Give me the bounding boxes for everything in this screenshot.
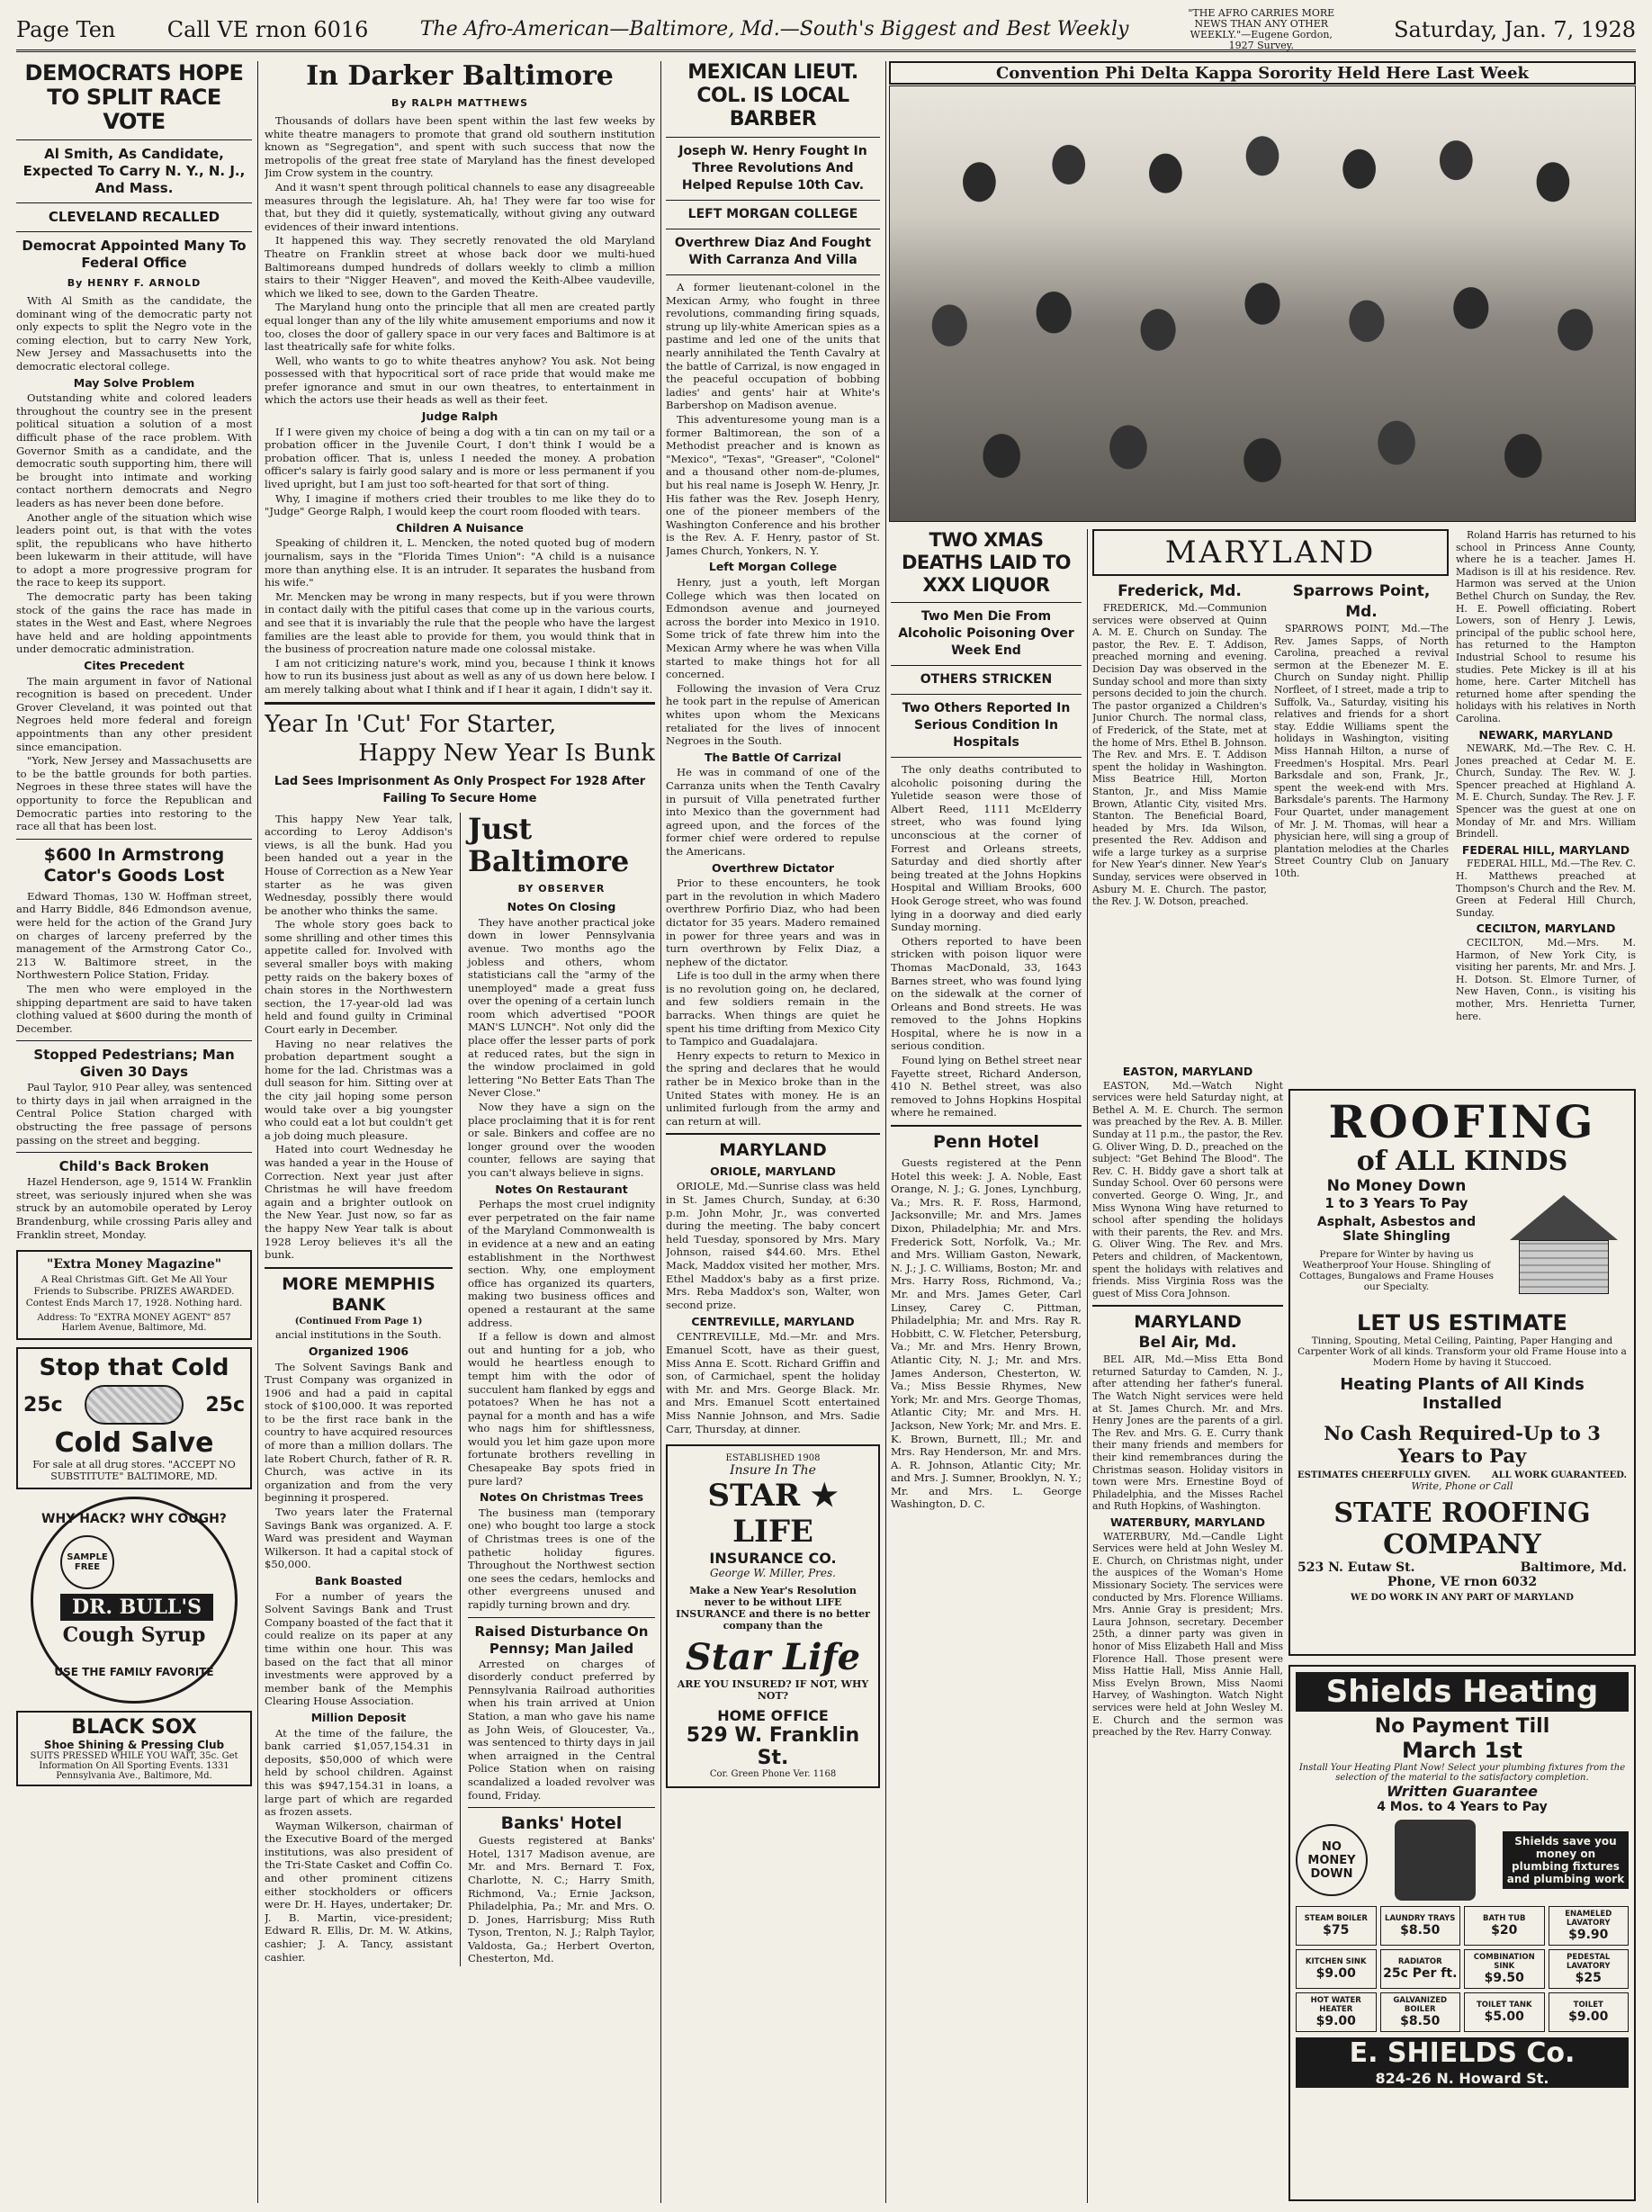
fixture-item <box>1296 1949 1377 1989</box>
headline-darker-baltimore: In Darker Baltimore <box>306 61 614 92</box>
fixture-name: PEDESTAL LAVATORY <box>1566 1953 1611 1971</box>
fixture-item <box>1549 1906 1630 1946</box>
ad-shields-heating: Shields Heating No Payment Till March 1st Install Your Heating Plant Now! Select your plumbing fixtures from the selection of the material to the satisfactory completion. Written Guarantee 4 Mos. to 4 Years to Pay NO MONEY DOWN Shields save you money on plumbing fixtures and plumbing work STEAM BOILER $75 LAUNDRY TRAYS $8.50 BATH TUB $20 ENAMELED LAVATORY $9.90 KITCHEN SINK $9.00 RADIATOR 25c Per ft. COMBINATION SINK $9.50 PEDESTAL LAVATORY $25 HOT WATER HEATER $9.00 GALVANIZED BOILER $8.50 TOILET TANK $5.00 TOILET $9.00 E. SHIELDS Co. 824-26 N. Howard St. <box>1288 1665 1636 2201</box>
headline-armstrong: $600 In Armstrong Cator's Goods Lost <box>43 844 225 886</box>
article-xmas-deaths: The only deaths contributed to alcoholic poisoning during the Yuletide season were those of Albert Reed, 1111 McElderry street, who was found lying unconscious at the corner of Forrest and Orleans streets, Saturday and died shortly after being treated at the Johns Hopkins Hospital and William Brooks, 600 Hook Geroge street, who was found lying in a doorway and died early Sunday morning. Others reported to have been stricken with poison liquor were Thomas MacDonald, 33, 1643 Barnes street, who was found lying on the sidewalk at the corner of Orleans and Bond streets. He was removed to the Johns Hopkins Hospital, where he is now in a serious condition. Found lying on Bethel street near Fayette street, Richard Anderson, 410 N. Bethel street, was also removed to Johns Hopkins Hospital where he remained. <box>891 763 1082 1119</box>
photo-caption-box <box>889 61 1636 85</box>
masthead-date: Saturday, Jan. 7, 1928 <box>1394 16 1636 42</box>
no-money-down-badge: NO MONEY DOWN <box>1296 1824 1368 1896</box>
headline-happy-new-year: Happy New Year Is Bunk <box>358 739 655 767</box>
headline-child-back: Child's Back Broken <box>58 1158 210 1175</box>
fixture-price: $9.50 <box>1484 1971 1524 1985</box>
column-rule <box>660 61 661 2203</box>
column-xmas-deaths: TWO XMAS DEATHS LAID TO XXX LIQUOR Two Men Die From Alcoholic Poisoning Over Week End OTHERS STRICKEN Two Others Reported In Serious Condition In Hospitals The only deaths contributed to alcoholic poisoning during the Yuletide season were those of Albert Reed, 1111 McElderry street, who was found lying unconscious at the corner of Forrest and Orleans streets, Saturday and died shortly after being treated at the Johns Hopkins Hospital and William Brooks, 600 Hook Geroge street, who was found lying in a doorway and died early Sunday morning. Others reported to have been stricken with poison liquor were Thomas MacDonald, 33, 1643 Barnes street, who was found lying on the sidewalk at the corner of Orleans and Bond streets. He was removed to the Johns Hopkins Hospital, where he is now in a serious condition. Found lying on Bethel street near Fayette street, Richard Anderson, 410 N. Bethel street, was also removed to Johns Hopkins Hospital where he remained. Penn Hotel Guests registered at the Penn Hotel this week: J. A. Noble, East Orange, N. J.; G. Jones, Lynchburg, Va.; Mrs. R. F. Ross, Harmond, Jacksonville; Mr. and Mrs. James Dixon, Philadelphia; Mr. and Mrs. Frederick Sott, Norfolk, Va.; Mr. and Mrs. William Gaston, Newark, N. J.; J. C. Williams, Boston; Mr. and Mrs. Harry Ross, Richmond, Va.; Mr. and Mrs. James Geter, Carl Linsey, Carey C. Pittman, Philadelphia; Mr. and Mrs. Ray R. Hobbitt, C. W. Fletcher, Petersburg, Va.; Mr. and Mrs. Henry Brown, Atlantic City, N. J.; Mr. and Mrs. James Anderson, Chesterton, W. Va.; Miss Bessie Rhymes, New York; Mr. and Mrs. George Thomas, Atlantic City; Mr. and Mrs. H. Jackson, New York; Mr. and Mrs. E. K. Brown, Burnett, Ill.; Mr. and Mrs. Ray Henderson, Mr. and Mrs. A. R. Johnson, Atlantic City; Mr. and Mrs. J. Sumner, Brooklyn, N. Y.; Mr. and Mrs. L. George Washington, D. C. <box>891 529 1082 1511</box>
headline-just-baltimore: Just Baltimore <box>467 811 630 878</box>
headline-banks-hotel: Banks' Hotel <box>500 1813 623 1834</box>
ad-black-sox: BLACK SOX Shoe Shining & Pressing Club SUITS PRESSED WHILE YOU WAIT, 35c. Get Information On All Sporting Events. 1331 Pennsylvania Ave., Baltimore, Md. <box>16 1711 252 1786</box>
article-pedestrians: Paul Taylor, 910 Pear alley, was sentenced to thirty days in jail when arraigned in the Central Police Station charged with obstructing the free passage of persons passing on the street and begging. <box>16 1081 252 1146</box>
headline-pedestrians: Stopped Pedestrians; Man Given 30 Days <box>33 1047 235 1081</box>
fixture-price: $8.50 <box>1400 2014 1441 2028</box>
fixture-name: STEAM BOILER <box>1304 1914 1368 1923</box>
fixture-price: $9.00 <box>1315 2014 1356 2028</box>
fixture-price: $9.90 <box>1568 1928 1609 1942</box>
fixture-item <box>1380 1906 1461 1946</box>
column-democrats <box>16 61 252 2203</box>
fixture-item <box>1464 1992 1545 2032</box>
boiler-icon <box>1395 1820 1476 1901</box>
fixture-name: RADIATOR <box>1397 1957 1442 1966</box>
ad-cold-salve: Stop that Cold 25c 25c Cold Salve For sale at all drug stores. "ACCEPT NO SUBSTITUTE" BALTIMORE, MD. <box>16 1347 252 1489</box>
headline-maryland-oriole: MARYLAND <box>719 1140 827 1161</box>
house-roof-icon <box>1501 1177 1627 1303</box>
fixture-price: $9.00 <box>1315 1966 1356 1981</box>
fixture-item <box>1380 1949 1461 1989</box>
fixture-price: 25c Per ft. <box>1383 1966 1458 1981</box>
fixture-name: TOILET TANK <box>1476 2001 1532 2010</box>
headline-penn-hotel: Penn Hotel <box>933 1132 1039 1153</box>
fixture-price: $75 <box>1323 1923 1350 1938</box>
article-armstrong: Edward Thomas, 130 W. Hoffman street, and Harry Biddle, 846 Edmondson avenue, were held for the action of the Grand Jury on charges of larceny preferred by the management of the Armstrong Cator Co., 213 W. Baltimore street, in the Northwestern Police Station, Friday. The men who were employed in the shipping department are said to have taken clothing valued at $600 during the month of December. <box>16 889 252 1035</box>
byline-arnold: By HENRY F. ARNOLD <box>67 277 202 289</box>
headline-democrats: DEMOCRATS HOPE TO SPLIT RACE VOTE <box>24 61 244 134</box>
newspaper-page <box>16 9 1636 2205</box>
fixture-name: LAUNDRY TRAYS <box>1385 1914 1456 1923</box>
column-rule <box>257 61 258 2203</box>
sorority-photo <box>889 85 1636 522</box>
masthead <box>16 9 1636 52</box>
article-penn-hotel: Guests registered at the Penn Hotel this week: J. A. Noble, East Orange, N. J.; G. Jones, Lynchburg, Va.; Mrs. R. F. Ross, Harmond, Jacksonville; Mr. and Mrs. James Dixon, Philadelphia; Mr. and Mrs. Frederick Sott, Norfolk, Va.; Mr. and Mrs. William Gaston, Newark, N. J.; J. C. Williams, Boston; Mr. and Mrs. Harry Ross, Richmond, Va.; Mr. and Mrs. James Geter, Carl Linsey, Carey C. Pittman, Philadelphia; Mr. and Mrs. Ray R. Hobbitt, C. W. Fletcher, Petersburg, Va.; Mr. and Mrs. Henry Brown, Atlantic City, N. J.; Mr. and Mrs. James Anderson, Chesterton, W. Va.; Miss Bessie Rhymes, New York; Mr. and Mrs. George Thomas, Atlantic City; Mr. and Mrs. H. Jackson, New York; Mr. and Mrs. E. K. Brown, Burnett, Ill.; Mr. and Mrs. Ray Henderson, Mr. and Mrs. A. R. Johnson, Atlantic City; Mr. and Mrs. J. Sumner, Brooklyn, N. Y.; Mr. and Mrs. L. George Washington, D. C. <box>891 1156 1082 1511</box>
column-darker-baltimore <box>265 61 655 2203</box>
ad-star-life: ESTABLISHED 1908 Insure In The STAR ★ LIFE INSURANCE CO. George W. Miller, Pres. Make a New Year's Resolution never to be without LIFE INSURANCE and there is no better company than the Star Life ARE YOU INSURED? IF NOT, WHY NOT? HOME OFFICE 529 W. Franklin St. Cor. Green Phone Ver. 1168 <box>666 1444 880 1788</box>
article-centreville: CENTREVILLE, Md.—Mr. and Mrs. Emanuel Scott, have as their guest, Miss Anna E. Scott. Richard Griffin and son, of Carmichael, spent the holiday with Mr. and Mrs. George Black. Mr. and Mrs. Emanuel Scott entertained Miss Nannie Johnson, and Mrs. Sadie Carr, Thursday, at dinner. <box>666 1330 880 1435</box>
column-just-baltimore: Just Baltimore BY OBSERVER Notes On Closing They have another practical joke down in lower Pennsylvania avenue. Two months ago the jobless and others, whom statisticians call the "army of the unemployed" made a great fuss over the opening of a certain lunch room which advertised "POOR MAN'S LUNCH". Not only did the place offer the lesser parts of pork at reduced rates, but the sign in the window proclaimed in gold lettering "No Better Eats Than The Never Close." Now they have a sign on the place proclaiming that it is for rent or sale. Binkers and coffee are no longer ground over the wooden counter, fellows are saying that you can't always believe in signs. Notes On Restaurant Perhaps the most cruel indignity ever perpetrated on the fair name of the Maryland Commonwealth is in evidence at a new and an eating establishment in the Northwest section. Why, one employment office has organized its quarters, making two business offices and opened a restaurant at the same address. If a fellow is down and almost out and hunting for a job, who would he heartless enough to tempt him with the odor of succulent ham flanked by eggs and potatoes? When he has not a paynal for a month and has a wife who nags him for shiftlessness, would you let him gaze upon more fortunate brothers revelling in Chesapeake Bay spots fried in pure lard? Notes On Christmas Trees The business man (temporary one) who bought too large a stock of Christmas trees is one of the pathetic holiday figures. Throughout the Northwest section one sees the cedars, hemlocks and other evergreens unused and rapidly turning brown and dry. Raised Disturbance On Pennsy; Man Jailed Arrested on charges of disorderly conduct preferred by Pennsylvania Railroad authorities when his train arrived at Union Station, a man who gave his name as John Weis, of Gloucester, Va., was sentenced to thirty days in jail when arraigned in the Central Police Station when on raising scandalized a loaded revolver was found, Friday. Banks' Hotel Guests registered at Banks' Hotel, 1317 Madison avenue, are Mr. and Mrs. Bernard T. Fox, Charlotte, N. C.; Harry Smith, Richmond, Va.; Ernie Jackson, Philadelphia, Pa.; Mr. and Mrs. O. D. Jones, Harrisburg; Miss Ruth Tyson, Trenton, N. J.; Ralph Taylor, Valdosta, Ga.; Herbert Overton, Chesterton, Md. <box>467 811 655 1965</box>
fixture-name: TOILET <box>1573 2001 1603 2010</box>
headline-mexican-lieut: MEXICAN LIEUT. COL. IS LOCAL BARBER <box>687 61 858 130</box>
headline-memphis-bank: MORE MEMPHIS BANK <box>282 1273 435 1315</box>
masthead-phone: Call VE rnon 6016 <box>166 16 369 42</box>
ad-state-roofing: ROOFING of ALL KINDS No Money Down 1 to 3 Years To Pay Asphalt, Asbestos and Slate Shingling Prepare for Winter by having us Weatherproof Your House. Shingling of Cottages, Bungalows and Frame Houses our Specialty. LET US ESTIMATE Tinning, Spouting, Metal Ceiling, Painting, Paper Hanging and Carpenter Work of all kinds. Transform your old Frame House into a Modern Home by having it Stuccoed. Heating Plants of All Kinds Installed No Cash Required-Up to 3 Years to Pay ESTIMATES CHEERFULLY GIVEN. ALL WORK GUARANTEED. Write, Phone or Call STATE ROOFING COMPANY 523 N. Eutaw St. Baltimore, Md. Phone, VE rnon 6032 WE DO WORK IN ANY PART OF MARYLAND <box>1288 1089 1636 1656</box>
fixture-name: HOT WATER HEATER <box>1310 1996 1361 2014</box>
article-frederick: Frederick, Md. FREDERICK, Md.—Communion services were observed at Quinn A. M. E. Church on Sunday. The pastor, the Rev. E. T. Addison, preached morning and evening. Decision Day was observed in the Sunday school and more than sixty persons decided to join the church. The pastor organized a Children's Junior Church. The normal class, of Frederick, of the State, met at the home of Mrs. Ethel B. Johnson. The Rev. and Mrs. E. T. Addison spent the holiday in Washington. Miss Beatrice Hill, Morton Stanton, Jr., and Miss Mamie Brown, Atlantic City, visited Mrs. Stanton. The Beneficial Board, headed by Mrs. Ida Wilson, presented the Rev. Addison and wife a large turkey as a surprise for New Year's dinner. New Year's Sunday, services were observed in Asbury M. E. Church. The pastor, the Rev. J. W. Dotson, preached. <box>1092 582 1267 908</box>
headline-year-in-cut: Year In 'Cut' For Starter, <box>265 710 557 738</box>
masthead-title: The Afro-American—Baltimore, Md.—South's Biggest and Best Weekly <box>419 18 1129 40</box>
maryland-banner: MARYLAND <box>1164 535 1377 571</box>
fixture-item <box>1464 1906 1545 1946</box>
fixture-price: $8.50 <box>1400 1923 1441 1938</box>
fixture-item <box>1380 1992 1461 2032</box>
ad-dr-bulls: WHY HACK? WHY COUGH? SAMPLE FREE DR. BULL'S Cough Syrup USE THE FAMILY FAVORITE <box>31 1497 238 1704</box>
fixture-item <box>1549 1992 1630 2032</box>
sample-badge: SAMPLE FREE <box>60 1535 114 1589</box>
photo-caption: Convention Phi Delta Kappa Sorority Held Here Last Week <box>995 63 1530 83</box>
fixture-price-grid <box>1296 1906 1629 2032</box>
masthead-slogan: "THE AFRO CARRIES MORE NEWS THAN ANY OTHER WEEKLY."—Eugene Gordon, 1927 Survey. <box>1188 9 1335 51</box>
column-mexican-barber: MEXICAN LIEUT. COL. IS LOCAL BARBER Joseph W. Henry Fought In Three Revolutions And Helped Repulse 10th Cav. LEFT MORGAN COLLEGE Overthrew Diaz And Fought With Carranza And Villa A former lieutenant-colonel in the Mexican Army, who fought in three revolutions, commanding firing squads, strung up lily-white American spies as a pastime and led one of the units that nearly annihilated the Tenth Cavalry at the battle of Carrizal, is now engaged in the peaceful occupation of bobbing ladies' and gents' hair at White's Barbershop on Madison avenue. This adventuresome young man is a former Baltimorean, the son of a Methodist preacher and is known as "Mexico", "Texas", "Greaser", "Colonel" and a thousand other nom-de-plumes, but his real name is Joseph W. Henry, Jr. His father was the Rev. Joseph Henry, one of the pioneer members of the Washington Conference and his brother is the Rev. A. F. Henry, pastor of St. James Church, Yonkers, N. Y. Left Morgan College Henry, just a youth, left Morgan College which was then located on Edmondson avenue and journeyed across the border into Mexico in 1910. Some trick of fate threw him into the Mexican Army where he was when Villa started to make things hot for all concerned. Following the invasion of Vera Cruz he took part in the repulse of American whites upon whom the Mexicans retaliated for the lives of innocent Negroes in the South. The Battle Of Carrizal He was in command of one of the Carranza units when the Tenth Cavalry in pursuit of Villa penetrated further into Mexico than the government had agreed upon, and the forces of the former chief were ordered to repulse the Americans. Overthrew Dictator Prior to these encounters, he took part in the revolution in which Madero overthrew Porfirio Diaz, who had been dictator for 35 years. Madero remained in power for three years and was in turn overthrown by Felix Diaz, a nephew of the dictator. Life is too dull in the army when there is no revolution going on, he declared, and few soldiers remain in the barracks. When things are quiet he spent his time drifting from Mexico City to Tampico and Guadalajara. Henry expects to return to Mexico in the spring and declares that he would rather be in Mexico broke than in the United States with money. He is an unlimited furlough from the army and can return at will. MARYLAND ORIOLE, MARYLAND ORIOLE, Md.—Sunrise class was held in St. James Church, Sunday, at 6:30 p.m. John Mohr, Jr., was converted during the meeting. The baby concert held Tuesday, sponsored by Mrs. Mary Johnson, raised $44.60. Mrs. Ethel Mack, Maddox visited her mother, Mrs. Ethel Maddox's baby as a first prize. Mrs. Reba Maddox's son, Walter, won second prize. CENTREVILLE, MARYLAND CENTREVILLE, Md.—Mr. and Mrs. Emanuel Scott, have as their guest, Miss Anna E. Scott. Richard Griffin and son, of Carmichael, spent the holiday with Mr. and Mrs. George Black. Mr. and Mrs. Emanuel Scott entertained Miss Nannie Johnson, and Mrs. Sadie Carr, Thursday, at dinner. ESTABLISHED 1908 Insure In The STAR ★ LIFE INSURANCE CO. George W. Miller, Pres. Make a New Year's Resolution never to be without LIFE INSURANCE and there is no better company than the Star Life ARE YOU INSURED? IF NOT, WHY NOT? HOME OFFICE 529 W. Franklin St. Cor. Green Phone Ver. 1168 <box>666 61 880 2203</box>
fixture-item <box>1549 1949 1630 1989</box>
article-democrats: With Al Smith as the candidate, the dominant wing of the democratic party not only expects to split the Negro vote in the coming election, but to carry New York, New Jersey and Massachusetts into the democratic electoral college. May Solve Problem Outstanding white and colored leaders throughout the country see in the present political situation a solution of a most difficult phase of the race problem. With Governor Smith as a candidate, and the democratic south supporting him, there will be brought into intimate and working contact northern democrats and Negro leaders as has never been done before. Another angle of the situation which wise leaders point out, is that with the votes split, the republicans who have hitherto been lukewarm in their attitude, will have to adopt a more progressive program for the race to keep its support. The democratic party has been taking stock of the gains the race has made in states in the West and East, where Negroes have held and are holding appointments under democratic administration. Cites Precedent The main argument in favor of National recognition is based on precedent. Under Grover Cleveland, it was pointed out that Negroes held more federal and foreign appointments than any other president since emancipation. "York, New Jersey and Massachusetts are to be the battle grounds for both parties. Negroes in these three states will have the opportunity to force the Republican and Democratic parties into restoring to the race all that has been lost. <box>16 294 252 833</box>
ad-extra-money: "Extra Money Magazine" A Real Christmas Gift. Get Me All Your Friends to Subscribe. PRIZES AWARDED. Contest Ends March 17, 1928. Nothing hard. Address: To "EXTRA MONEY AGENT" 857 Harlem Avenue, Baltimore, Md. <box>16 1250 252 1340</box>
fixture-price: $5.00 <box>1484 2010 1524 2024</box>
deck-lad-imprisonment: Lad Sees Imprisonment As Only Prospect For 1928 After Failing To Secure Home <box>274 774 646 805</box>
article-mexican-barber: A former lieutenant-colonel in the Mexican Army, who fought in three revolutions, commanding firing squads, strung up lily-white American spies as a pastime and led one of the units that nearly annihilated the Tenth Cavalry at the battle of Carrizal, is now engaged in the peaceful occupation of bobbing ladies' and gents' hair at White's Barbershop on Madison avenue. This adventuresome young man is a former Baltimorean, the son of a Methodist preacher and is known as "Mexico", "Texas", "Greaser", "Colonel" and a thousand other nom-de-plumes, but his real name is Joseph W. Henry, Jr. His father was the Rev. Joseph Henry, one of the pioneer members of the Washington Conference and his brother is the Rev. A. F. Henry, pastor of St. James Church, Yonkers, N. Y. Left Morgan College Henry, just a youth, left Morgan College which was then located on Edmondson avenue and journeyed across the border into Mexico in 1910. Some trick of fate threw him into the Mexican Army where he was when Villa started to make things hot for all concerned. Following the invasion of Vera Cruz he took part in the repulse of American whites upon whom the Mexicans retaliated for the lives of innocent Negroes in the South. The Battle Of Carrizal He was in command of one of the Carranza units when the Tenth Cavalry in pursuit of Villa penetrated further into Mexico than the government had agreed upon, and the forces of the former chief were ordered to repulse the Americans. Overthrew Dictator Prior to these encounters, he took part in the revolution in which Madero overthrew Porfirio Diaz, who had been dictator for 35 years. Madero remained in power for three years and was in turn overthrown by Felix Diaz, a nephew of the dictator. Life is too dull in the army when there is no revolution going on, he declared, and few soldiers remain in the barracks. When things are quiet he spent his time drifting from Mexico City to Tampico and Guadalajara. Henry expects to return to Mexico in the spring and declares that he would rather be in Mexico broke than in the United States with money. He is an unlimited furlough from the army and can return at will. <box>666 281 880 1128</box>
article-year-in-cut: This happy New Year talk, according to Leroy Addison's views, is all the bunk. Had you been handed out a year in the House of Correction as a New Year starter as he was given Wednesday, possibly there would be another who thinks the same. The whole story goes back to some shrilling and other times this appetite called for. Involved with several smaller boys with making petty raids on the bakery boxes of chain stores in the Northwestern section, the 17-year-old lad was held and found guilty in Criminal Court early in December. Having no near relatives the probation department sought a home for the lad. Christmas was a dull season for him. Sitting over at the city jail hoping some person would take over a big youngster who could eat a lot but couldn't get a job doing much pleasure. Hated into court Wednesday he was handed a year in the House of Correction. Next year just after Christmas he will have freedom again and a brighter outlook on the New Year. Just now, so far as the happy New Year talk is about 1928 Leroy believes it's all the bunk. MORE MEMPHIS BANK (Continued From Page 1) ancial institutions in the South. Organized 1906 The Solvent Savings Bank and Trust Company was organized in 1906 and had a paid in capital stock of $100,000. It was reported to be the first race bank in the country to have acquired resources of more than a million dollars. The late Robert Church, father of R. R. Church, was active in its organization and from the very beginning it prospered. Two years later the Fraternal Savings Bank was organized. A. F. Ward was president and Wayman Wilkerson. It had a capital stock of $50,000. Bank Boasted For a number of years the Solvent Savings Bank and Trust Company boasted of the fact that it could realize on its paper at any time within one hour. This was based on the fact that all minor investments were approved by a member bank of the Memphis Clearing House Association. Million Deposit At the time of the failure, the bank carried $1,057,154.31 in deposits, $50,000 of which were held by school children. Against this was $947,154.31 in loans, a large part of which are regarded as frozen assets. Wayman Wilkerson, chairman of the Executive Board of the merged institutions, was also president of the Tri-State Casket and Coffin Co. and other prominent citizens either stockholders or officers were Dr. H. Hayes, undertaker; Dr. J. B. Martin, vice-president; Edward R. Ellis, Dr. M. W. Atkins, cashier; J. A. Tancy, assistant cashier. <box>265 812 453 1964</box>
article-child-back: Hazel Henderson, age 9, 1514 W. Franklin street, was seriously injured when she was struck by an automobile operated by Leroy Brandenburg, while crossing Paris alley and Franklin street, Monday. <box>16 1175 252 1241</box>
article-darker-baltimore: Thousands of dollars have been spent within the last few weeks by white theatre managers to promote that grand old southern institution known as "Segregation", and spent with such success that now the metropolis of the great free state of Maryland has the finest developed Jim Crow system in the country. And it wasn't spent through political channels to ease any disagreeable measures through the legislature. Ah, ha! They were far too wise for that, but they did it quietly, systematically, without giving any outward evidences of their inward intentions. It happened this way. They secretly renovated the old Maryland Theatre on Franklin street at whose back door we multi-hued Baltimoreans dumped hundreds of dollars weekly to climb a million stairs to their "Nigger Heaven", and moved the Keith-Albee vaudeville, which we liked to see, down to the Garden Theatre. The Maryland hung onto the principle that all men are created partly equal longer than any of the lily white amusement emporiums and now it too, closes the door of gallery space in our very faces and Baltimore is at last theatrically safe for white folks. Well, who wants to go to white theatres anyhow? You ask. Not being possessed with that hypocritical sort of race pride that would make me prefer ignorance and smut in our own theatres, to entertainment in which the actors use their heads as well as their feet. Judge Ralph If I were given my choice of being a dog with a tin can on my tail or a probation officer in the Juvenile Court, I don't think I would be a probation officer. That is, unless I needed the money. A probation officer's salary is fairly good salary and is more or less permanent if you lived upright, but I am just too soft-hearted for that sort of thing. Why, I imagine if mothers cried their troubles to me like they do to "Judge" George Ralph, I would keep the court room flooded with tears. Children A Nuisance Speaking of children it, L. Mencken, the noted quoted bug of modern journalism, says in the "Florida Times Union": "A child is a nuisance more than anything else. It is an intruder. It separates the husband from his wife." Mr. Mencken may be wrong in many respects, but if you were thrown in contact daily with the pitiful cases that come up in the various courts, and see that it is invariably the rule that the people who have the largest families are the least able to provide for them, you would think that in the business of procreation nature made one colossal mistake. I am not criticizing nature's work, mind you, because I think it knows how to run its business just about as well as any of us down here below. I am merely talking about what I think and if I hear it again, I didn't say it. <box>265 114 655 696</box>
fixture-price: $9.00 <box>1568 2010 1609 2024</box>
column-easton-belair: EASTON, MARYLAND EASTON, Md.—Watch Night services were held Saturday night, at Bethel A. M. E. Church. The sermon was preached by the Rev. A. B. Miller. Sunday at 11 p.m., the pastor, the Rev. G. Oliver Wing, D. D., preached on the subject: "Get Behind The Blood". The Rev. C. H. Biddy gave a short talk at Sunday School. Over 60 persons were converted. George O. Wing, Jr., and Miss Wynona Wing have returned to school after spending the holidays with their parents, the Rev. and Mrs. G. Oliver Wing. The Rev. and Mrs. Peters and children, of Mackentown, spent the holidays with relatives and friends. Miss Virginia Ross was the guest of Miss Cora Johnson. MARYLAND Bel Air, Md. BEL AIR, Md.—Miss Etta Bond returned Saturday to Camden, N. J., after attending her father's funeral. The Watch Night services were held at St. James Church. Mr. and Mrs. Henry Jones are the parents of a girl. The Rev. and Mrs. G. E. Curry thank their many friends and members for their kind remembrances during the Christmas season. Holiday visitors in town were Mrs. Ernestine Boyd of Philadelphia, and the Misses Rachel and Ruth Hopkins, of Washington. WATERBURY, MARYLAND WATERBURY, Md.—Candle Light Services were held at John Wesley M. E. Church, on Christmas night, under the auspices of the Woman's Home Missionary Society. The services were conducted by Mrs. Florence Williams. Mrs. Annie Gray is president; Mrs. Laura Johnson, secretary. December 25th, a dinner party was given in honor of Miss Elizabeth Hall and Miss Florence Hall. Those present were Miss Hattie Hall, Miss Annie Hall, Miss Evelyn Brown, Miss Naomi Harvey, of Washington. Watch Night services were held at John Wesley M. E. Church and the sermon was preached by the Rev. Harry Conway. <box>1092 1065 1283 1739</box>
fixture-item <box>1296 1992 1377 2032</box>
fixture-name: KITCHEN SINK <box>1305 1957 1367 1966</box>
salve-jar-icon <box>85 1385 184 1425</box>
fixture-name: ENAMELED LAVATORY <box>1565 1910 1612 1928</box>
article-maryland-notes: Roland Harris has returned to his school in Princess Anne County, where he is a teacher. James H. Madison is ill at his residence. Rev. Harmon was served at the Union Bethel Church on Sunday, the Rev. H. E. Powell officiating. Robert Lowers, son of Henry J. Lewis, principal of the public school here, has returned to the Hampton Industrial School to resume his studies. Pete Mickey is ill at his home, here. Carter Mitchell has returned home after spending the holidays with his relatives in North Carolina. NEWARK, MARYLAND NEWARK, Md.—The Rev. C. H. Jones preached at Cedar M. E. Church, Sunday. The Rev. W. J. Spencer preached at Highland A. M. E. Church, Sunday. The Rev. J. F. Spencer was the guest at one on Monday of Mr. and Mrs. William Brindell. FEDERAL HILL, MARYLAND FEDERAL HILL, Md.—The Rev. C. H. Matthews preached at Thompson's Church and the Rev. M. Green at Federal Hill Church, Sunday. CECILTON, MARYLAND CECILTON, Md.—Mrs. M. Harmon, of New York City, is visiting her parents, Mr. and Mrs. J. H. Dotson. St. Elmore Turner, of New Haven, Conn., is visiting his mother, Mrs. Henrietta Turner, here. <box>1456 529 1636 1022</box>
article-oriole: ORIOLE, Md.—Sunrise class was held in St. James Church, Sunday, at 6:30 p.m. John Mohr, Jr., was converted during the meeting. The baby concert held Tuesday, sponsored by Mrs. Mary Johnson, raised $44.60. Mrs. Ethel Mack, Maddox visited her mother, Mrs. Ethel Maddox's baby as a first prize. Mrs. Reba Maddox's son, Walter, won second prize. <box>666 1180 880 1311</box>
fixture-item <box>1464 1949 1545 1989</box>
byline-matthews: By RALPH MATTHEWS <box>391 97 529 109</box>
headline-pennsy: Raised Disturbance On Pennsy; Man Jailed <box>474 1623 649 1657</box>
fixture-price: $20 <box>1491 1923 1518 1938</box>
fixture-name: GALVANIZED BOILER <box>1393 1996 1448 2014</box>
star-life-logo: STAR ★ LIFE <box>707 1478 839 1551</box>
fixture-price: $25 <box>1575 1971 1602 1985</box>
fixture-name: COMBINATION SINK <box>1473 1953 1535 1971</box>
column-rule <box>885 61 886 2203</box>
headline-xmas-deaths: TWO XMAS DEATHS LAID TO XXX LIQUOR <box>901 529 1072 596</box>
page-number: Page Ten <box>16 16 116 42</box>
article-sparrows-point: Sparrows Point, Md. SPARROWS POINT, Md.—The Rev. James Sapps, of North Carolina, preached a revival sermon at the Ebenezer M. E. Church on Sunday night. Phillip Norfleet, of I street, made a trip to Suffolk, Va., Saturday, visiting his relatives and friends for a short stay. Eddie Williams spent the holidays in Washington, visiting Miss Hannah Hilton, a nurse of Freedmen's Hospital. Mrs. Pearl Barksdale and son, Frank, Jr., spent the week-end with Mrs. Barksdale's parents. The Harmony Four Quartet, under management of Mr. J. M. Thomas, will hear a physician here, will sing a group of plantation melodies at the Charles Street Country Club on January 10th. <box>1274 582 1449 879</box>
deck-cleveland: CLEVELAND RECALLED <box>48 209 220 225</box>
fixture-name: BATH TUB <box>1483 1914 1526 1923</box>
fixture-item <box>1296 1906 1377 1946</box>
deck-federal-office: Democrat Appointed Many To Federal Office <box>22 238 247 271</box>
deck-al-smith: Al Smith, As Candidate, Expected To Carry N. Y., N. J., And Mass. <box>22 146 246 196</box>
